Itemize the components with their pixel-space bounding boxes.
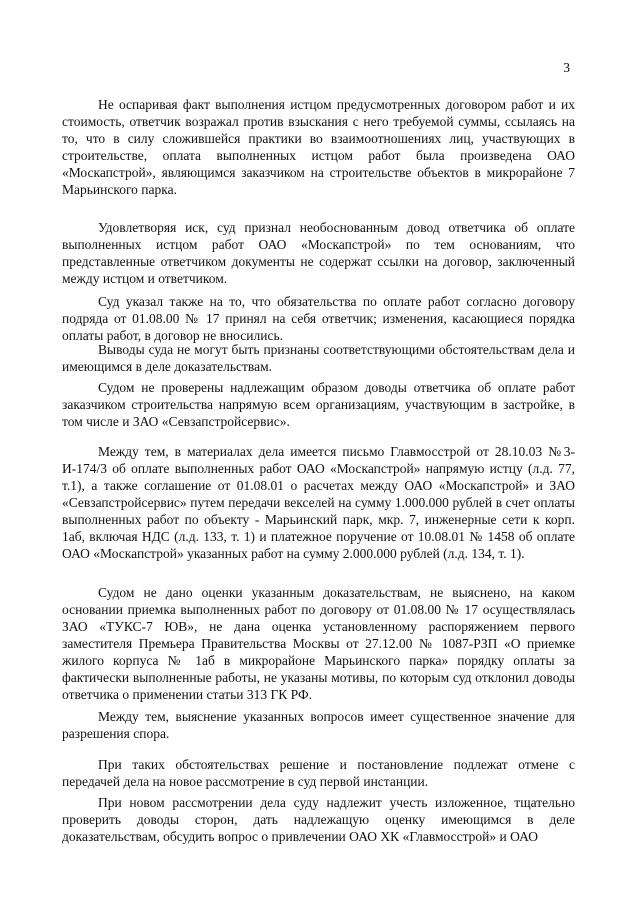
paragraph: Между тем, выяснение указанных вопросов имеет существенное значение для разрешения спора. [62,709,575,741]
paragraph: Между тем, в материалах дела имеется письмо Главмосстрой от 28.10.03 №3-И-174/3 об оплате выполненных работ ОАО «Москапстрой» напрямую истцу (л.д. 77, т.1), а также соглашение от 01.08.01 о расчетах между ОАО «Москапстрой» и ЗАО «Севзапстройсервис» путем передачи векселей на сумму 1.000.000 рублей в счет оплаты выполненных работ по объекту - Марьинский парк, мкр. 7, инженерные сети к корп. 1аб, включая НДС (л.д. 133, т. 1) и платежное поручение от 10.08.01 № 1458 об оплате ОАО «Москапстрой» указанных работ на сумму 2.000.000 рублей (л.д. 134, т. 1). [62,444,575,561]
paragraph: Суд указал также на то, что обязательства по оплате работ согласно договору подряда от 01.08.00 № 17 принял на себя ответчик; изменения, касающиеся порядка оплаты работ, в договор не вносились. [62,294,575,343]
paragraph-block-2 [62,219,575,344]
paragraph: Удовлетворяя иск, суд признал необоснованным довод ответчика об оплате выполненных истцом работ ОАО «Москапстрой» по тем основаниям, что представленные ответчиком документы не содержат ссылки на договор, заключенный между истцом и ответчиком. [62,220,575,286]
paragraph: Судом не дано оценки указанным доказательствам, не выяснено, на каком основании приемка выполненных работ по договору от 01.08.00 № 17 осуществлялась ЗАО «ТУКС-7 ЮВ», не дана оценка установленному распоряжением первого заместителя Премьера Правительства Москвы от 27.12.00 № 1087-РЗП «О приемке жилого корпуса № 1аб в микрорайоне Марьинского парка» порядку оплаты за фактически выполненные работы, не указаны мотивы, по которым суд отклонил доводы ответчика о применении статьи 313 ГК РФ. [62,585,575,702]
paragraph: При таких обстоятельствах решение и постановление подлежат отмене с передачей дела на новое рассмотрение в суд первой инстанции. [62,757,575,789]
paragraph-block-4 [62,443,575,562]
paragraph-block-6 [62,756,575,845]
paragraph-block-1 [62,96,575,198]
page-number: 3 [563,60,570,75]
paragraph: Судом не проверены надлежащим образом доводы ответчика об оплате работ заказчиком строительства напрямую всем организациям, участвующим в застройке, в том числе и ЗАО «Севзапстройсервис». [62,380,575,429]
paragraph-block-3 [62,341,575,430]
paragraph: Выводы суда не могут быть признаны соответствующими обстоятельствам дела и имеющимся в деле доказательствам. [62,342,575,374]
paragraph-block-5 [62,584,575,742]
paragraph: Не оспаривая факт выполнения истцом предусмотренных договором работ и их стоимость, ответчик возражал против взыскания с него требуемой суммы, ссылаясь на то, что в силу сложившейся практики во взаимоотношениях лиц, участвующих в строительстве, оплата выполненных истцом работ была произведена ОАО «Москапстрой», являющимся заказчиком на строительстве объектов в микрорайоне 7 Марьинского парка. [62,97,575,197]
paragraph: При новом рассмотрении дела суду надлежит учесть изложенное, тщательно проверить доводы сторон, дать надлежащую оценку имеющимся в деле доказательствам, обсудить вопрос о привлечении ОАО ХК «Главмосстрой» и ОАО [62,795,575,844]
